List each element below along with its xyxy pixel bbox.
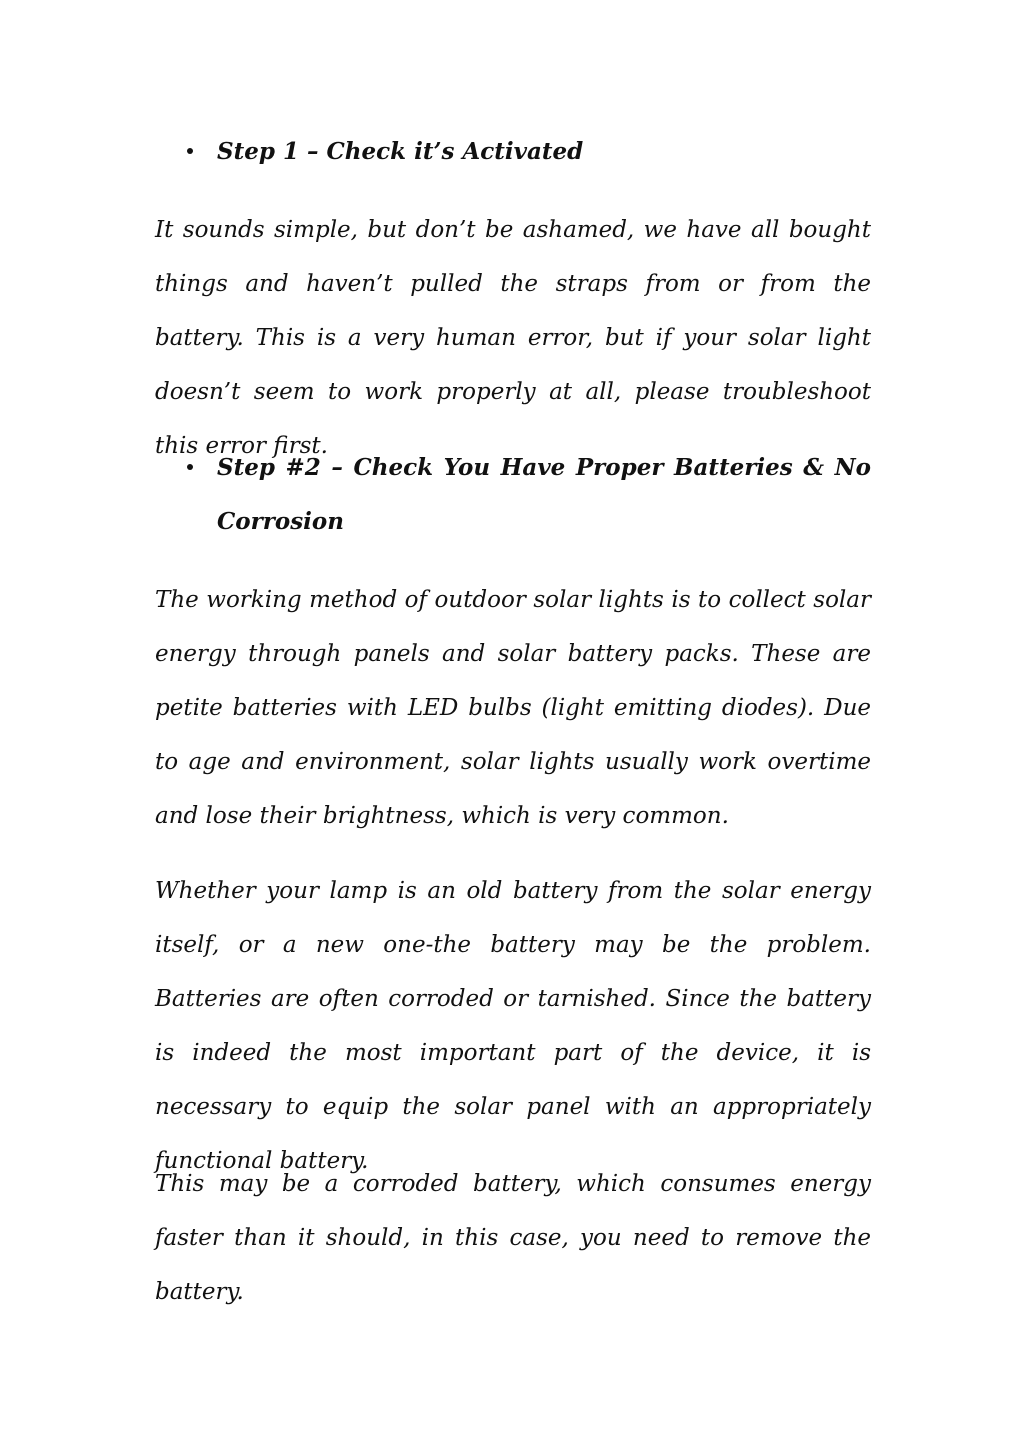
step-1-heading-item xyxy=(155,125,871,179)
step-2-heading: Step #2 – Check You Have Proper Batteries & No Corrosion xyxy=(217,454,871,535)
step-2-paragraph-3: This may be a corroded battery, which consumes energy faster than it should, in this case, you need to remove the battery. xyxy=(155,1171,871,1305)
bullet-icon xyxy=(187,148,193,154)
step-2-heading-item xyxy=(155,441,871,549)
step-1-heading: Step 1 – Check it’s Activated xyxy=(217,138,584,165)
step-1-paragraph: It sounds simple, but don’t be ashamed, we have all bought things and haven’t pulled the straps from or from the battery. This is a very human error, but if your solar light doesn’t seem to work properly at all, please troubleshoot this error first. xyxy=(155,217,871,459)
step-2-paragraph-2: Whether your lamp is an old battery from the solar energy itself, or a new one-the battery may be the problem. Batteries are often corroded or tarnished. Since the battery is indeed the most important part of the device, it is necessary to equip the solar panel with an appropriately functional battery. xyxy=(155,878,871,1174)
step-2-paragraph-1: The working method of outdoor solar lights is to collect solar energy through panels and solar battery packs. These are petite batteries with LED bulbs (light emitting diodes). Due to age and environment, solar lights usually work overtime and lose their brightness, which is very common. xyxy=(155,587,871,829)
bullet-icon xyxy=(187,464,193,470)
document-page xyxy=(155,0,871,1448)
